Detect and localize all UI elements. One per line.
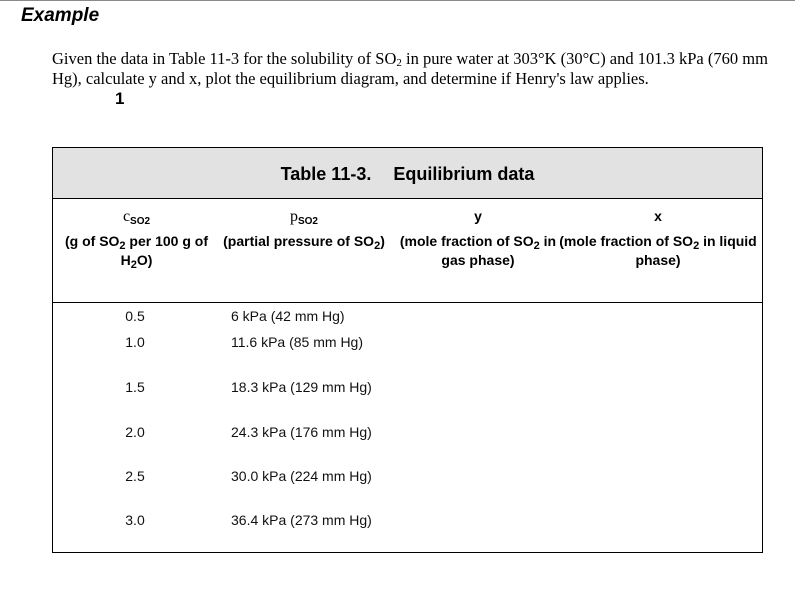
cell-c: 1.0	[125, 334, 145, 350]
cell-c: 1.5	[125, 379, 145, 395]
cell-c: 2.5	[125, 468, 145, 484]
table-caption: Equilibrium data	[393, 164, 535, 184]
cell-p: 18.3 kPa (129 mm Hg)	[231, 379, 372, 395]
problem-text-2: in pure water at 303°K (30°C) and 101.3 kPa (760 mm Hg), calculate y and x, plot the equilibrium diagram, and determine if Henry's law applies.	[52, 49, 768, 88]
header-y: y (mole fraction of $SO_2$ in gas phase)	[393, 207, 563, 270]
cell-p: 36.4 kPa (273 mm Hg)	[231, 512, 372, 528]
cell-c: 0.5	[125, 308, 145, 324]
section-heading: Example	[21, 5, 100, 26]
symbol-p: $p_{SO2}$	[289, 208, 318, 227]
header-x: x (mole fraction of $SO_2$ in liquid phase)	[559, 208, 757, 268]
problem-text-1: Given the data in Table 11-3 for the solubility of SO	[52, 49, 397, 68]
cell-c: 2.0	[125, 424, 145, 440]
header-concentration: $c_{SO2}$ (g of $SO_2$ per 100 g of $H_2O$)	[53, 207, 220, 270]
cell-p: 30.0 kPa (224 mm Hg)	[231, 468, 372, 484]
cell-p: 11.6 kPa (85 mm Hg)	[231, 334, 364, 350]
cell-p: 24.3 kPa (176 mm Hg)	[231, 424, 372, 440]
top-divider	[0, 0, 795, 1]
header-partial-pressure: $p_{SO2}$ (partial pressure of $SO_2$)	[220, 207, 388, 251]
equilibrium-table	[52, 147, 763, 553]
table-header-row	[53, 199, 762, 303]
cell-c: 3.0	[125, 512, 145, 528]
cell-p: 6 kPa (42 mm Hg)	[231, 308, 345, 324]
symbol-x: x	[654, 208, 662, 224]
annotation-marker: 1	[115, 89, 125, 108]
symbol-y: y	[474, 208, 482, 224]
table-title	[53, 148, 762, 199]
problem-statement	[52, 49, 787, 89]
table-number: Table 11-3.	[280, 164, 372, 184]
symbol-c: $c_{SO2}$	[122, 208, 151, 227]
problem-subscript: 2	[396, 57, 402, 69]
